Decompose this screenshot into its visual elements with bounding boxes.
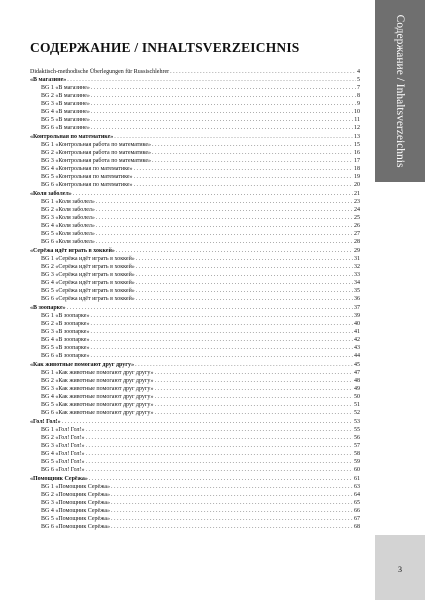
toc-chapter-entry[interactable] [30,418,360,426]
toc-dot-leader [152,157,353,165]
toc-entry[interactable] [30,108,360,116]
toc-entry-title: BG 5 «Помощник Серёжа» [41,516,111,523]
toc-entry-page: 44 [354,353,360,360]
page-number-tab [375,535,425,600]
section-side-tab [375,0,425,182]
toc-entry[interactable] [30,181,360,189]
toc-entry-title: BG 1 «Коля заболел» [41,198,95,205]
toc-dot-leader [86,466,353,474]
toc-dot-leader [136,287,353,295]
toc-entry-title: BG 5 «Контрольная по математике» [41,174,133,181]
toc-entry[interactable] [30,92,360,100]
toc-entry-page: 39 [354,312,360,319]
toc-entry-page: 18 [354,166,360,173]
toc-entry-title: BG 1 «Помощник Серёжа» [41,483,111,490]
toc-entry-title: BG 2 «В зоопарке» [41,320,90,327]
toc-dot-leader [96,230,353,238]
toc-entry-title: BG 3 «В магазине» [41,101,90,108]
toc-entry-title: BG 4 «Контрольная по математике» [41,166,133,173]
toc-entry[interactable] [30,157,360,165]
toc-dot-leader [136,263,353,271]
toc-entry-page: 60 [354,467,360,474]
toc-entry[interactable] [30,352,360,360]
side-tab-label: Содержание / Inhaltsverzeichnis [394,14,406,168]
toc-entry[interactable] [30,263,360,271]
toc-entry[interactable] [30,344,360,352]
toc-entry[interactable] [30,124,360,132]
toc-entry-title: BG 2 «Как животные помогают друг другу» [41,377,154,384]
toc-dot-leader [90,344,353,352]
toc-entry-page: 7 [357,84,360,91]
toc-entry-page: 34 [354,280,360,287]
toc-dot-leader [90,336,353,344]
toc-entry-title: BG 1 «Контрольная работа по математике» [41,141,152,148]
toc-entry-page: 68 [354,524,360,531]
toc-entry[interactable] [30,328,360,336]
toc-entry-page: 16 [354,149,360,156]
toc-dot-leader [90,328,353,336]
toc-entry-page: 66 [354,508,360,515]
toc-entry[interactable] [30,206,360,214]
toc-entry[interactable] [30,149,360,157]
toc-dot-leader [91,100,356,108]
toc-entry-title: BG 3 «Коля заболел» [41,215,95,222]
toc-entry-title: BG 3 «Контрольная работа по математике» [41,158,152,165]
toc-chapter-entry[interactable] [30,247,360,255]
toc-chapter-entry[interactable] [30,475,360,483]
toc-entry[interactable] [30,409,360,417]
toc-entry-page: 20 [354,182,360,189]
toc-dot-leader [89,475,353,483]
toc-entry-title: BG 4 «Гол! Гол!» [41,451,85,458]
toc-entry-title: BG 3 «Как животные помогают друг другу» [41,385,154,392]
toc-dot-leader [111,507,353,515]
toc-dot-leader [155,385,354,393]
toc-entry-title: BG 4 «Серёжа идёт играть в хоккей» [41,280,135,287]
toc-dot-leader [73,190,353,198]
toc-entry[interactable] [30,214,360,222]
toc-entry-title: BG 3 «В зоопарке» [41,329,90,335]
toc-entry-page: 48 [354,377,360,384]
toc-entry-title: BG 4 «Коля заболел» [41,223,95,230]
toc-entry[interactable] [30,523,360,531]
toc-entry-title: «Помощник Серёжа» [30,475,88,482]
toc-entry[interactable] [30,434,360,442]
toc-dot-leader [136,271,353,279]
toc-entry[interactable] [30,369,360,377]
toc-chapter-entry[interactable] [30,76,360,84]
toc-entry[interactable] [30,279,360,287]
toc-entry-page: 43 [354,345,360,352]
toc-entry[interactable] [30,336,360,344]
toc-entry-page: 45 [354,361,360,368]
toc-entry-title: BG 1 «В зоопарке» [41,312,90,319]
toc-entry-title: BG 3 «Помощник Серёжа» [41,499,111,506]
toc-dot-leader [67,304,353,312]
toc-entry-page: 5 [357,76,360,83]
toc-entry-page: 47 [354,369,360,376]
toc-entry-title: BG 6 «Как животные помогают друг другу» [41,410,154,417]
toc-chapter-entry[interactable] [30,304,360,312]
toc-entry-page: 50 [354,394,360,401]
toc-dot-leader [90,320,353,328]
toc-entry-title: BG 5 «Гол! Гол!» [41,459,85,466]
toc-entry-title: «Серёжа идёт играть в хоккей» [30,247,115,254]
toc-dot-leader [86,434,353,442]
toc-entry-page: 9 [357,101,360,108]
toc-entry-page: 57 [354,442,360,449]
toc-entry-title: BG 3 «Гол! Гол!» [41,442,85,449]
toc-entry[interactable] [30,499,360,507]
toc-entry-page: 26 [354,223,360,230]
toc-entry[interactable] [30,320,360,328]
toc-entry-page: 56 [354,434,360,441]
toc-entry[interactable] [30,222,360,230]
toc-entry-page: 31 [354,255,360,262]
toc-entry-title: «Контрольная по математике» [30,133,114,140]
toc-dot-leader [152,141,353,149]
toc-dot-leader [96,238,353,246]
toc-entry[interactable] [30,287,360,295]
toc-dot-leader [111,523,353,531]
toc-entry-title: BG 5 «Как животные помогают друг другу» [41,402,154,409]
toc-entry-page: 64 [354,491,360,498]
toc-entry-title: BG 2 «В магазине» [41,92,90,99]
toc-entry-title: BG 5 «В зоопарке» [41,345,90,352]
toc-dot-leader [155,393,354,401]
toc-entry-title: «В магазине» [30,76,67,83]
toc-entry-title: BG 3 «Серёжа идёт играть в хоккей» [41,272,135,279]
toc-dot-leader [155,377,354,385]
toc-dot-leader [86,458,353,466]
toc-entry[interactable] [30,295,360,303]
toc-dot-leader [96,198,353,206]
toc-entry-title: BG 2 «Помощник Серёжа» [41,491,111,498]
toc-entry[interactable] [30,450,360,458]
toc-dot-leader [135,361,353,369]
table-of-contents [30,68,360,532]
toc-dot-leader [111,499,353,507]
toc-entry[interactable] [30,507,360,515]
toc-dot-leader [134,173,353,181]
toc-entry-title: BG 2 «Серёжа идёт играть в хоккей» [41,263,135,270]
toc-entry-title: BG 4 «В магазине» [41,109,90,116]
toc-dot-leader [86,442,353,450]
toc-entry[interactable] [30,458,360,466]
toc-entry-page: 52 [354,410,360,417]
toc-dot-leader [111,491,353,499]
toc-entry[interactable] [30,491,360,499]
toc-entry-title: BG 4 «В зоопарке» [41,337,90,344]
toc-entry-page: 10 [354,109,360,116]
toc-entry-page: 35 [354,288,360,295]
toc-dot-leader [91,108,353,116]
toc-entry-title: Didaktisch-methodische Überlegungen für Russischlehrer [30,68,170,75]
toc-entry[interactable] [30,271,360,279]
toc-dot-leader [155,409,354,417]
toc-dot-leader [170,68,356,76]
toc-entry-title: BG 2 «Контрольная работа по математике» [41,149,152,156]
toc-entry-page: 28 [354,239,360,246]
toc-entry[interactable] [30,230,360,238]
toc-entry-page: 33 [354,272,360,279]
toc-entry-title: BG 1 «Серёжа идёт играть в хоккей» [41,255,135,262]
toc-entry-page: 49 [354,385,360,392]
toc-entry[interactable] [30,483,360,491]
toc-entry-page: 53 [354,418,360,425]
toc-entry-page: 4 [357,68,360,75]
toc-dot-leader [155,369,354,377]
toc-entry-title: BG 5 «Серёжа идёт играть в хоккей» [41,288,135,295]
toc-entry[interactable] [30,426,360,434]
toc-entry[interactable] [30,312,360,320]
toc-entry[interactable] [30,141,360,149]
toc-chapter-entry[interactable] [30,190,360,198]
toc-entry[interactable] [30,466,360,474]
toc-entry[interactable] [30,377,360,385]
toc-dot-leader [86,426,353,434]
toc-entry-title: «Гол! Гол!» [30,418,61,425]
toc-dot-leader [134,165,353,173]
toc-dot-leader [96,214,353,222]
toc-entry-page: 61 [354,475,360,482]
toc-entry-title: «В зоопарке» [30,304,66,311]
page-title: СОДЕРЖАНИЕ / INHALTSVERZEICHNIS [30,40,300,55]
toc-entry-page: 42 [354,337,360,344]
toc-dot-leader [136,279,353,287]
toc-entry-page: 51 [354,402,360,409]
toc-dot-leader [111,515,353,523]
toc-dot-leader [136,255,353,263]
toc-dot-leader [96,206,353,214]
toc-entry[interactable] [30,165,360,173]
toc-entry-title: BG 5 «Коля заболел» [41,231,95,238]
toc-entry-title: BG 6 «Контрольная по математике» [41,182,133,189]
toc-entry-page: 36 [354,296,360,303]
toc-chapter-entry[interactable] [30,361,360,369]
toc-entry-title: BG 1 «В магазине» [41,84,90,91]
toc-entry-page: 12 [354,125,360,132]
toc-entry-title: «Как животные помогают друг другу» [30,361,135,368]
toc-entry-page: 17 [354,158,360,165]
toc-entry[interactable] [30,68,360,76]
toc-dot-leader [111,483,353,491]
toc-entry-page: 25 [354,215,360,222]
toc-entry-page: 59 [354,459,360,466]
toc-entry-title: BG 6 «Серёжа идёт играть в хоккей» [41,296,135,303]
toc-dot-leader [155,401,354,409]
toc-entry-page: 37 [354,304,360,311]
toc-entry-page: 15 [354,141,360,148]
toc-entry-title: «Коля заболел» [30,190,72,197]
toc-entry-title: BG 5 «В магазине» [41,117,90,124]
toc-entry-page: 63 [354,483,360,490]
toc-dot-leader [91,84,356,92]
toc-entry-title: BG 2 «Гол! Гол!» [41,434,85,441]
toc-dot-leader [114,133,353,141]
toc-dot-leader [90,312,353,320]
toc-entry[interactable] [30,173,360,181]
toc-dot-leader [91,92,356,100]
toc-entry-title: BG 6 «В зоопарке» [41,353,90,360]
toc-entry-title: BG 1 «Гол! Гол!» [41,426,85,433]
toc-entry-title: BG 4 «Как животные помогают друг другу» [41,394,154,401]
toc-entry-title: BG 6 «Коля заболел» [41,239,95,246]
toc-dot-leader [67,76,356,84]
toc-entry-page: 24 [354,206,360,213]
toc-entry[interactable] [30,198,360,206]
toc-entry-page: 41 [354,329,360,335]
toc-entry-title: BG 6 «Помощник Серёжа» [41,524,111,531]
toc-dot-leader [116,247,353,255]
toc-entry-page: 55 [354,426,360,433]
toc-entry-page: 67 [354,516,360,523]
toc-entry-title: BG 6 «В магазине» [41,125,90,132]
toc-entry[interactable] [30,238,360,246]
toc-entry[interactable] [30,116,360,124]
toc-entry-page: 65 [354,499,360,506]
toc-dot-leader [91,124,353,132]
toc-entry[interactable] [30,255,360,263]
toc-entry-page: 11 [354,117,360,124]
toc-entry[interactable] [30,100,360,108]
page-number: 3 [398,565,402,574]
toc-entry-page: 27 [354,231,360,238]
toc-entry-title: BG 4 «Помощник Серёжа» [41,508,111,515]
toc-chapter-entry[interactable] [30,133,360,141]
toc-entry-page: 13 [354,133,360,140]
toc-entry[interactable] [30,401,360,409]
toc-dot-leader [62,418,353,426]
toc-dot-leader [152,149,353,157]
toc-entry-page: 8 [357,92,360,99]
toc-entry-page: 29 [354,247,360,254]
toc-entry-page: 32 [354,263,360,270]
toc-entry[interactable] [30,442,360,450]
toc-entry-page: 23 [354,198,360,205]
toc-dot-leader [136,295,353,303]
toc-entry-page: 58 [354,451,360,458]
toc-dot-leader [134,181,353,189]
toc-entry[interactable] [30,385,360,393]
toc-entry-title: BG 1 «Как животные помогают друг другу» [41,369,154,376]
toc-dot-leader [96,222,353,230]
toc-entry[interactable] [30,393,360,401]
toc-entry[interactable] [30,515,360,523]
toc-entry-title: BG 2 «Коля заболел» [41,206,95,213]
toc-entry-page: 19 [354,174,360,181]
toc-dot-leader [91,116,353,124]
toc-entry-page: 21 [354,190,360,197]
toc-entry-page: 40 [354,320,360,327]
toc-entry-title: BG 6 «Гол! Гол!» [41,467,85,474]
toc-dot-leader [90,352,353,360]
toc-entry[interactable] [30,84,360,92]
toc-dot-leader [86,450,353,458]
